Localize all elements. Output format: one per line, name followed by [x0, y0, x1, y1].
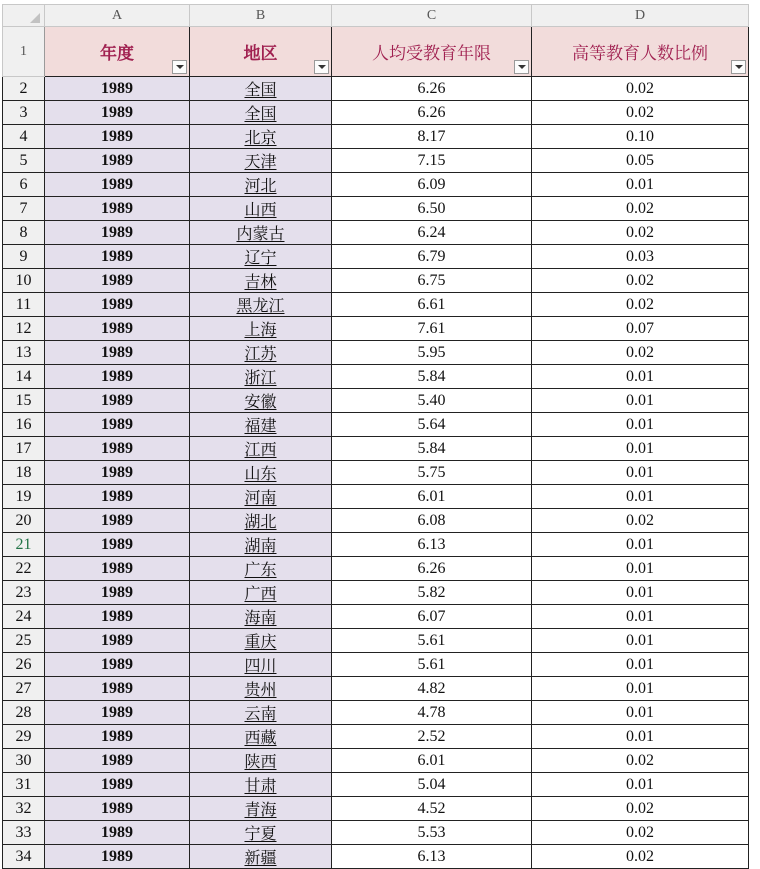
- cell-edu-years[interactable]: 5.61: [332, 629, 532, 653]
- region-text: 宁夏: [244, 824, 277, 843]
- cell-region[interactable]: [190, 173, 332, 197]
- cell-year[interactable]: 1989: [45, 365, 190, 389]
- cell-edu-years[interactable]: 6.07: [332, 605, 532, 629]
- region-text: 安徽: [244, 392, 277, 411]
- cell-edu-years[interactable]: 5.61: [332, 653, 532, 677]
- row-number[interactable]: 10: [3, 269, 45, 293]
- header-cell-edu-years[interactable]: [332, 27, 532, 77]
- cell-region[interactable]: [190, 269, 332, 293]
- table-row: [3, 389, 749, 413]
- table-row: [3, 197, 749, 221]
- table-row: [3, 605, 749, 629]
- cell-year[interactable]: 1989: [45, 725, 190, 749]
- region-text: 西藏: [244, 728, 277, 747]
- table-row: [3, 749, 749, 773]
- cell-higher-ratio[interactable]: 0.02: [532, 221, 749, 245]
- cell-edu-years[interactable]: 6.01: [332, 485, 532, 509]
- cell-higher-ratio[interactable]: 0.01: [532, 413, 749, 437]
- cell-edu-years[interactable]: 5.75: [332, 461, 532, 485]
- cell-higher-ratio[interactable]: 0.02: [532, 749, 749, 773]
- cell-year[interactable]: 1989: [45, 197, 190, 221]
- column-header-row: [3, 5, 749, 27]
- row-number[interactable]: 3: [3, 101, 45, 125]
- cell-region[interactable]: [190, 797, 332, 821]
- cell-region[interactable]: [190, 437, 332, 461]
- cell-year[interactable]: 1989: [45, 557, 190, 581]
- cell-year[interactable]: 1989: [45, 413, 190, 437]
- region-text: 河北: [244, 176, 277, 195]
- cell-higher-ratio[interactable]: 0.01: [532, 557, 749, 581]
- row-number[interactable]: 28: [3, 701, 45, 725]
- row-number[interactable]: 22: [3, 557, 45, 581]
- cell-edu-years[interactable]: 6.50: [332, 197, 532, 221]
- cell-edu-years[interactable]: 4.78: [332, 701, 532, 725]
- cell-edu-years[interactable]: 7.15: [332, 149, 532, 173]
- table-row: [3, 557, 749, 581]
- cell-year[interactable]: 1989: [45, 677, 190, 701]
- cell-year[interactable]: 1989: [45, 461, 190, 485]
- cell-edu-years[interactable]: 6.09: [332, 173, 532, 197]
- table-row: [3, 293, 749, 317]
- row-number[interactable]: 19: [3, 485, 45, 509]
- row-number[interactable]: 11: [3, 293, 45, 317]
- cell-region[interactable]: [190, 341, 332, 365]
- cell-region[interactable]: [190, 845, 332, 869]
- cell-region[interactable]: [190, 293, 332, 317]
- cell-edu-years[interactable]: 6.24: [332, 221, 532, 245]
- region-text: 陕西: [244, 752, 277, 771]
- cell-region[interactable]: [190, 629, 332, 653]
- cell-higher-ratio[interactable]: 0.01: [532, 485, 749, 509]
- select-all-corner[interactable]: [3, 5, 45, 27]
- row-number[interactable]: 25: [3, 629, 45, 653]
- region-text: 江苏: [244, 344, 277, 363]
- table-row: [3, 413, 749, 437]
- region-text: 云南: [244, 704, 277, 723]
- cell-higher-ratio[interactable]: 0.01: [532, 725, 749, 749]
- cell-region[interactable]: [190, 821, 332, 845]
- header-label-higher-ratio: 高等教育人数比例: [572, 44, 708, 64]
- filter-dropdown-icon[interactable]: [514, 60, 529, 74]
- table-row: [3, 509, 749, 533]
- cell-region[interactable]: [190, 749, 332, 773]
- cell-region[interactable]: [190, 653, 332, 677]
- table-row: [3, 317, 749, 341]
- table-row: [3, 629, 749, 653]
- row-number[interactable]: 15: [3, 389, 45, 413]
- cell-edu-years[interactable]: 6.26: [332, 101, 532, 125]
- cell-higher-ratio[interactable]: 0.01: [532, 677, 749, 701]
- header-cell-year[interactable]: [45, 27, 190, 77]
- region-text: 新疆: [244, 848, 277, 867]
- cell-higher-ratio[interactable]: 0.10: [532, 125, 749, 149]
- cell-year[interactable]: 1989: [45, 149, 190, 173]
- cell-year[interactable]: 1989: [45, 293, 190, 317]
- cell-region[interactable]: [190, 149, 332, 173]
- region-text: 福建: [244, 416, 277, 435]
- cell-higher-ratio[interactable]: 0.01: [532, 437, 749, 461]
- header-label-region: 地区: [243, 44, 278, 64]
- cell-higher-ratio[interactable]: 0.01: [532, 365, 749, 389]
- cell-higher-ratio[interactable]: 0.02: [532, 269, 749, 293]
- table-row: [3, 245, 749, 269]
- row-number[interactable]: 18: [3, 461, 45, 485]
- header-cell-higher-ratio[interactable]: [532, 27, 749, 77]
- cell-higher-ratio[interactable]: 0.01: [532, 629, 749, 653]
- row-number[interactable]: 7: [3, 197, 45, 221]
- cell-edu-years[interactable]: 6.26: [332, 77, 532, 101]
- row-number[interactable]: 27: [3, 677, 45, 701]
- cell-year[interactable]: 1989: [45, 509, 190, 533]
- cell-region[interactable]: [190, 125, 332, 149]
- cell-edu-years[interactable]: 6.08: [332, 509, 532, 533]
- cell-year[interactable]: 1989: [45, 821, 190, 845]
- row-number[interactable]: 4: [3, 125, 45, 149]
- region-text: 全国: [244, 80, 277, 99]
- cell-region[interactable]: [190, 245, 332, 269]
- table-row: [3, 701, 749, 725]
- column-header-d[interactable]: D: [532, 5, 749, 27]
- cell-edu-years[interactable]: 8.17: [332, 125, 532, 149]
- cell-year[interactable]: 1989: [45, 221, 190, 245]
- cell-year[interactable]: 1989: [45, 437, 190, 461]
- header-label-edu-years: 人均受教育年限: [372, 44, 491, 64]
- table-row: [3, 77, 749, 101]
- header-label-year: 年度: [100, 44, 134, 64]
- cell-year[interactable]: 1989: [45, 101, 190, 125]
- region-text: 湖南: [244, 536, 277, 555]
- filter-dropdown-icon[interactable]: [314, 60, 329, 74]
- row-number[interactable]: 29: [3, 725, 45, 749]
- cell-region[interactable]: [190, 77, 332, 101]
- row-number[interactable]: 32: [3, 797, 45, 821]
- table-row: [3, 149, 749, 173]
- row-number[interactable]: 23: [3, 581, 45, 605]
- cell-edu-years[interactable]: 5.64: [332, 413, 532, 437]
- row-number[interactable]: 2: [3, 77, 45, 101]
- row-number[interactable]: 20: [3, 509, 45, 533]
- cell-region[interactable]: [190, 533, 332, 557]
- cell-region[interactable]: [190, 605, 332, 629]
- table-header-row: [3, 27, 749, 77]
- cell-region[interactable]: [190, 101, 332, 125]
- table-row: [3, 221, 749, 245]
- cell-edu-years[interactable]: 7.61: [332, 317, 532, 341]
- region-text: 青海: [244, 800, 277, 819]
- cell-year[interactable]: 1989: [45, 749, 190, 773]
- table-row: [3, 677, 749, 701]
- row-number[interactable]: 14: [3, 365, 45, 389]
- table-row: [3, 461, 749, 485]
- region-text: 湖北: [244, 512, 277, 531]
- cell-year[interactable]: 1989: [45, 701, 190, 725]
- cell-higher-ratio[interactable]: 0.01: [532, 173, 749, 197]
- cell-year[interactable]: 1989: [45, 797, 190, 821]
- cell-edu-years[interactable]: 2.52: [332, 725, 532, 749]
- cell-region[interactable]: [190, 365, 332, 389]
- region-text: 浙江: [244, 368, 277, 387]
- region-text: 黑龙江: [236, 296, 285, 315]
- cell-higher-ratio[interactable]: 0.02: [532, 341, 749, 365]
- cell-region[interactable]: [190, 509, 332, 533]
- table-row: [3, 533, 749, 557]
- row-number[interactable]: 30: [3, 749, 45, 773]
- cell-edu-years[interactable]: 6.13: [332, 845, 532, 869]
- cell-region[interactable]: [190, 581, 332, 605]
- region-text: 辽宁: [244, 248, 277, 267]
- row-number[interactable]: 5: [3, 149, 45, 173]
- cell-higher-ratio[interactable]: 0.01: [532, 773, 749, 797]
- table-row: [3, 485, 749, 509]
- cell-region[interactable]: [190, 221, 332, 245]
- cell-edu-years[interactable]: 5.84: [332, 437, 532, 461]
- cell-edu-years[interactable]: 6.13: [332, 533, 532, 557]
- region-text: 山东: [244, 464, 277, 483]
- table-row: [3, 821, 749, 845]
- region-text: 河南: [244, 488, 277, 507]
- cell-region[interactable]: [190, 389, 332, 413]
- cell-higher-ratio[interactable]: 0.02: [532, 197, 749, 221]
- table-row: [3, 437, 749, 461]
- cell-year[interactable]: 1989: [45, 653, 190, 677]
- column-header-b[interactable]: B: [190, 5, 332, 27]
- cell-year[interactable]: 1989: [45, 77, 190, 101]
- cell-edu-years[interactable]: 5.53: [332, 821, 532, 845]
- cell-year[interactable]: 1989: [45, 245, 190, 269]
- cell-higher-ratio[interactable]: 0.02: [532, 797, 749, 821]
- filter-dropdown-icon[interactable]: [731, 60, 746, 74]
- cell-higher-ratio[interactable]: 0.02: [532, 821, 749, 845]
- region-text: 天津: [244, 152, 277, 171]
- cell-year[interactable]: 1989: [45, 533, 190, 557]
- cell-year[interactable]: 1989: [45, 341, 190, 365]
- region-text: 内蒙古: [236, 224, 285, 243]
- cell-region[interactable]: [190, 197, 332, 221]
- cell-region[interactable]: [190, 485, 332, 509]
- cell-year[interactable]: 1989: [45, 173, 190, 197]
- cell-year[interactable]: 1989: [45, 485, 190, 509]
- cell-year[interactable]: 1989: [45, 317, 190, 341]
- row-number[interactable]: 34: [3, 845, 45, 869]
- cell-edu-years[interactable]: 6.75: [332, 269, 532, 293]
- cell-higher-ratio[interactable]: 0.02: [532, 845, 749, 869]
- row-number[interactable]: 33: [3, 821, 45, 845]
- row-number[interactable]: 26: [3, 653, 45, 677]
- cell-year[interactable]: 1989: [45, 605, 190, 629]
- cell-region[interactable]: [190, 413, 332, 437]
- table-row: [3, 101, 749, 125]
- table-row: [3, 341, 749, 365]
- cell-edu-years[interactable]: 6.79: [332, 245, 532, 269]
- cell-edu-years[interactable]: 6.61: [332, 293, 532, 317]
- cell-year[interactable]: 1989: [45, 125, 190, 149]
- cell-edu-years[interactable]: 5.95: [332, 341, 532, 365]
- row-number[interactable]: 13: [3, 341, 45, 365]
- cell-higher-ratio[interactable]: 0.01: [532, 605, 749, 629]
- cell-edu-years[interactable]: 6.26: [332, 557, 532, 581]
- row-number[interactable]: 9: [3, 245, 45, 269]
- cell-edu-years[interactable]: 4.82: [332, 677, 532, 701]
- cell-region[interactable]: [190, 701, 332, 725]
- cell-higher-ratio[interactable]: 0.03: [532, 245, 749, 269]
- region-text: 海南: [244, 608, 277, 627]
- table-row: [3, 581, 749, 605]
- cell-higher-ratio[interactable]: 0.01: [532, 581, 749, 605]
- filter-dropdown-icon[interactable]: [172, 60, 187, 74]
- column-header-a[interactable]: A: [45, 5, 190, 27]
- cell-edu-years[interactable]: 6.01: [332, 749, 532, 773]
- table-row: [3, 653, 749, 677]
- cell-higher-ratio[interactable]: 0.01: [532, 701, 749, 725]
- region-text: 上海: [244, 320, 277, 339]
- cell-region[interactable]: [190, 557, 332, 581]
- cell-region[interactable]: [190, 773, 332, 797]
- cell-higher-ratio[interactable]: 0.02: [532, 77, 749, 101]
- region-text: 吉林: [244, 272, 277, 291]
- region-text: 全国: [244, 104, 277, 123]
- table-row: [3, 797, 749, 821]
- row-number[interactable]: 6: [3, 173, 45, 197]
- cell-year[interactable]: 1989: [45, 773, 190, 797]
- row-number[interactable]: 16: [3, 413, 45, 437]
- table-row: [3, 125, 749, 149]
- region-text: 四川: [244, 656, 277, 675]
- header-cell-region[interactable]: [190, 27, 332, 77]
- row-number[interactable]: 1: [3, 27, 45, 77]
- table-row: [3, 269, 749, 293]
- cell-higher-ratio[interactable]: 0.01: [532, 653, 749, 677]
- row-number[interactable]: 8: [3, 221, 45, 245]
- cell-edu-years[interactable]: 4.52: [332, 797, 532, 821]
- cell-higher-ratio[interactable]: 0.01: [532, 533, 749, 557]
- table-row: [3, 173, 749, 197]
- cell-higher-ratio[interactable]: 0.02: [532, 101, 749, 125]
- cell-year[interactable]: 1989: [45, 389, 190, 413]
- worksheet-grid: [2, 4, 749, 869]
- region-text: 重庆: [244, 632, 277, 651]
- row-number[interactable]: 21: [3, 533, 45, 557]
- row-number[interactable]: 24: [3, 605, 45, 629]
- cell-edu-years[interactable]: 5.84: [332, 365, 532, 389]
- cell-region[interactable]: [190, 461, 332, 485]
- table-row: [3, 725, 749, 749]
- cell-region[interactable]: [190, 725, 332, 749]
- row-number[interactable]: 17: [3, 437, 45, 461]
- table-row: [3, 845, 749, 869]
- cell-region[interactable]: [190, 677, 332, 701]
- cell-higher-ratio[interactable]: 0.02: [532, 293, 749, 317]
- region-text: 北京: [244, 128, 277, 147]
- column-header-c[interactable]: C: [332, 5, 532, 27]
- region-text: 江西: [244, 440, 277, 459]
- cell-edu-years[interactable]: 5.40: [332, 389, 532, 413]
- cell-higher-ratio[interactable]: 0.07: [532, 317, 749, 341]
- region-text: 广东: [244, 560, 277, 579]
- cell-higher-ratio[interactable]: 0.05: [532, 149, 749, 173]
- cell-higher-ratio[interactable]: 0.01: [532, 389, 749, 413]
- region-text: 甘肃: [244, 776, 277, 795]
- select-all-icon: [30, 13, 40, 23]
- cell-year[interactable]: 1989: [45, 581, 190, 605]
- region-text: 广西: [244, 584, 277, 603]
- cell-higher-ratio[interactable]: 0.02: [532, 509, 749, 533]
- region-text: 贵州: [244, 680, 277, 699]
- cell-edu-years[interactable]: 5.82: [332, 581, 532, 605]
- cell-year[interactable]: 1989: [45, 845, 190, 869]
- region-text: 山西: [244, 200, 277, 219]
- table-row: [3, 773, 749, 797]
- cell-year[interactable]: 1989: [45, 269, 190, 293]
- cell-higher-ratio[interactable]: 0.01: [532, 461, 749, 485]
- cell-year[interactable]: 1989: [45, 629, 190, 653]
- cell-region[interactable]: [190, 317, 332, 341]
- row-number[interactable]: 31: [3, 773, 45, 797]
- cell-edu-years[interactable]: 5.04: [332, 773, 532, 797]
- row-number[interactable]: 12: [3, 317, 45, 341]
- table-row: [3, 365, 749, 389]
